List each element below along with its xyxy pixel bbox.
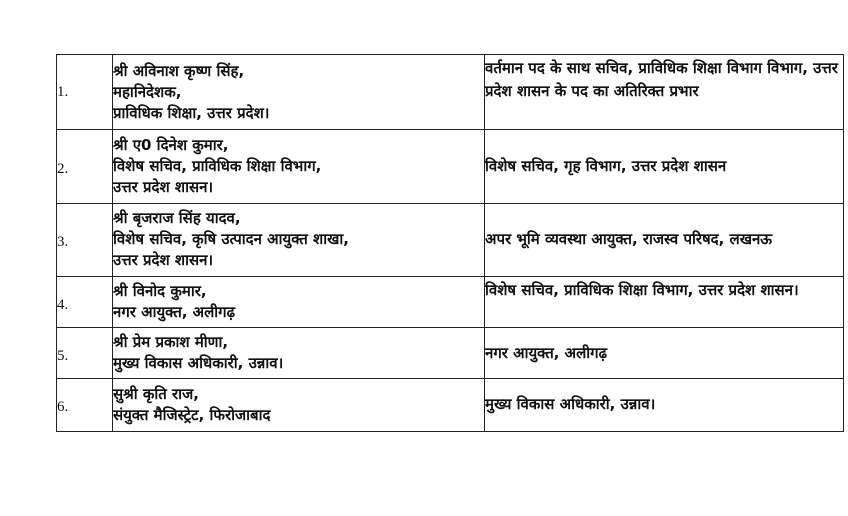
new-posting-text: नगर आयुक्त, अलीगढ़ — [485, 343, 608, 362]
transfer-table — [56, 54, 844, 432]
new-posting-cell — [485, 203, 844, 276]
officer-cell — [113, 277, 485, 328]
serial-number: 6. — [57, 378, 113, 431]
table-row — [57, 277, 844, 328]
serial-number: 1. — [57, 55, 113, 130]
officer-cell — [113, 203, 485, 276]
serial-number: 5. — [57, 328, 113, 379]
new-posting-text: विशेष सचिव, प्राविधिक शिक्षा विभाग, उत्तर प्रदेश शासन। — [485, 281, 799, 300]
new-posting-text: अपर भूमि व्यवस्था आयुक्त, राजस्व परिषद, लखनऊ — [485, 230, 773, 249]
new-posting-cell — [485, 55, 844, 130]
new-posting-cell — [485, 277, 844, 328]
new-posting-text: वर्तमान पद के साथ सचिव, प्राविधिक शिक्षा विभाग विभाग, उत्तर प्रदेश शासन के पद का अतिरिक्त प्रभार — [485, 59, 838, 100]
table-row — [57, 130, 844, 203]
officer-cell — [113, 378, 485, 431]
officer-cell — [113, 130, 485, 203]
officer-name: श्री बृजराज सिंह यादव, — [113, 209, 241, 228]
serial-number: 2. — [57, 130, 113, 203]
officer-cell — [113, 55, 485, 130]
new-posting-cell — [485, 378, 844, 431]
officer-designation: विशेष सचिव, कृषि उत्पादन आयुक्त शाखा, — [113, 230, 349, 249]
officer-name: श्री प्रेम प्रकाश मीणा, — [113, 333, 229, 352]
new-posting-cell — [485, 130, 844, 203]
officer-designation: नगर आयुक्त, अलीगढ़ — [113, 303, 236, 322]
table-row — [57, 378, 844, 431]
officer-designation: मुख्य विकास अधिकारी, उन्नाव। — [113, 354, 284, 373]
officer-name: श्री ए0 दिनेश कुमार, — [113, 136, 229, 155]
officer-office: उत्तर प्रदेश शासन। — [113, 178, 214, 197]
new-posting-text: विशेष सचिव, गृह विभाग, उत्तर प्रदेश शासन — [485, 157, 727, 176]
table-row — [57, 55, 844, 130]
officer-office: प्राविधिक शिक्षा, उत्तर प्रदेश। — [113, 103, 270, 122]
officer-designation: विशेष सचिव, प्राविधिक शिक्षा विभाग, — [113, 157, 322, 176]
officer-name: श्री विनोद कुमार, — [113, 282, 207, 301]
officer-office: उत्तर प्रदेश शासन। — [113, 251, 214, 270]
table-row — [57, 328, 844, 379]
table-row — [57, 203, 844, 276]
officer-name: सुश्री कृति राज, — [113, 384, 199, 403]
officer-cell — [113, 328, 485, 379]
transfer-document — [56, 54, 844, 432]
serial-number: 4. — [57, 277, 113, 328]
serial-number: 3. — [57, 203, 113, 276]
new-posting-text: मुख्य विकास अधिकारी, उन्नाव। — [485, 395, 656, 414]
officer-designation: संयुक्त मैजिस्ट्रेट, फिरोजाबाद — [113, 405, 271, 424]
officer-designation: महानिदेशक, — [113, 82, 182, 101]
officer-name: श्री अविनाश कृष्ण सिंह, — [113, 61, 245, 80]
new-posting-cell — [485, 328, 844, 379]
